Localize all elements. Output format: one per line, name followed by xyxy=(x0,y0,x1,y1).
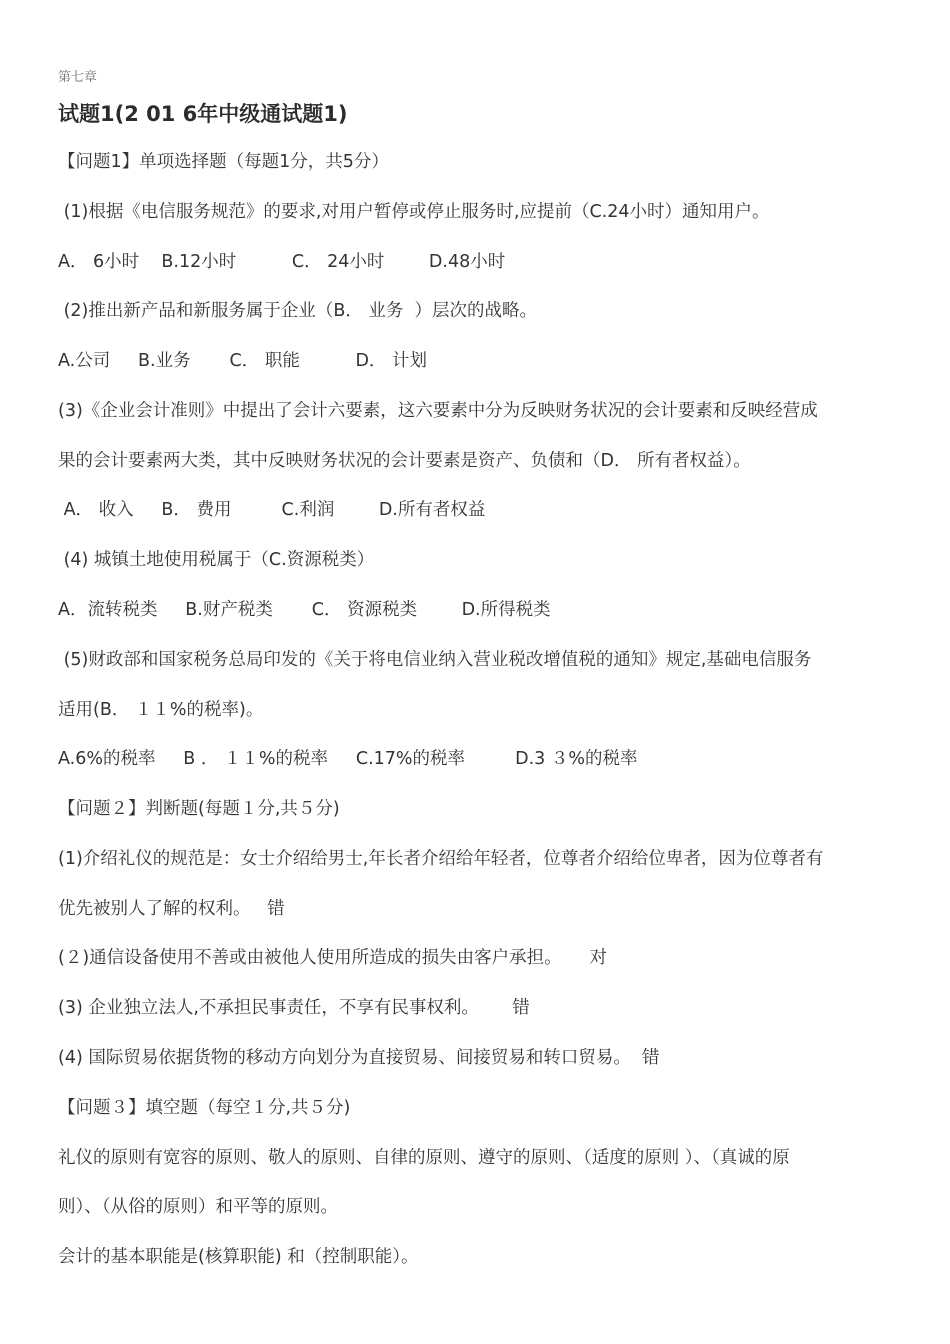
judgment-2-3: (3) 企业独立法人,不承担民事责任，不享有民事权利。 错 xyxy=(58,998,530,1018)
options-1-4: A．流转税类 B.财产税类 C． 资源税类 D.所得税类 xyxy=(58,600,551,620)
options-1-1: A． 6小时 B.12小时 C． 24小时 D.48小时 xyxy=(58,252,506,272)
question-1-3-line1: (3)《企业会计准则》中提出了会计六要素，这六要素中分为反映财务状况的会计要素和反映经营成 xyxy=(58,401,818,421)
question-1-5-line2: 适用(B． １１%的税率)。 xyxy=(58,700,264,720)
fill-3-2: 会计的基本职能是(核算职能) 和（控制职能）。 xyxy=(58,1247,419,1267)
question-1-2: (2)推出新产品和新服务属于企业（B． 业务 ）层次的战略。 xyxy=(58,301,538,321)
section-heading-q2: 【问题２】判断题(每题１分,共５分) xyxy=(58,799,340,819)
section-heading-q1: 【问题1】单项选择题（每题1分，共5分） xyxy=(58,152,389,172)
question-1-1: (1)根据《电信服务规范》的要求,对用户暂停或停止服务时,应提前（C.24小时）通知用户。 xyxy=(58,202,770,222)
judgment-2-2: (２)通信设备使用不善或由被他人使用所造成的损失由客户承担。 对 xyxy=(58,948,607,968)
section-heading-q3: 【问题３】填空题（每空１分,共５分) xyxy=(58,1098,351,1118)
exam-title: 试题1(2 01 6年中级通试题1) xyxy=(58,102,348,126)
judgment-2-1-line2: 优先被别人了解的权利。 错 xyxy=(58,899,285,919)
question-1-4: (4) 城镇土地使用税属于（C.资源税类） xyxy=(58,550,375,570)
question-1-5-line1: (5)财政部和国家税务总局印发的《关于将电信业纳入营业税改增值税的通知》规定,基础电信服务 xyxy=(58,650,812,670)
options-1-2: A.公司 B.业务 C． 职能 D． 计划 xyxy=(58,351,427,371)
judgment-2-1-line1: (1)介绍礼仪的规范是：女士介绍给男士,年长者介绍给年轻者，位尊者介绍给位卑者，因为位尊者有 xyxy=(58,849,824,869)
fill-3-1-line1: 礼仪的原则有宽容的原则、敬人的原则、自律的原则、遵守的原则、（适度的原则 ）、（真诚的原 xyxy=(58,1148,790,1168)
options-1-5: A.6%的税率 B ． １１%的税率 C.17%的税率 D.3 ３%的税率 xyxy=(58,749,638,769)
judgment-2-4: (4) 国际贸易依据货物的移动方向划分为直接贸易、间接贸易和转口贸易。 错 xyxy=(58,1048,660,1068)
fill-3-1-line2: 则）、（从俗的原则）和平等的原则。 xyxy=(58,1197,338,1217)
options-1-3: A． 收入 B． 费用 C.利润 D.所有者权益 xyxy=(58,500,486,520)
question-1-3-line2: 果的会计要素两大类，其中反映财务状况的会计要素是资产、负债和（D． 所有者权益）。 xyxy=(58,451,751,471)
chapter-label: 第七章 xyxy=(58,70,98,85)
